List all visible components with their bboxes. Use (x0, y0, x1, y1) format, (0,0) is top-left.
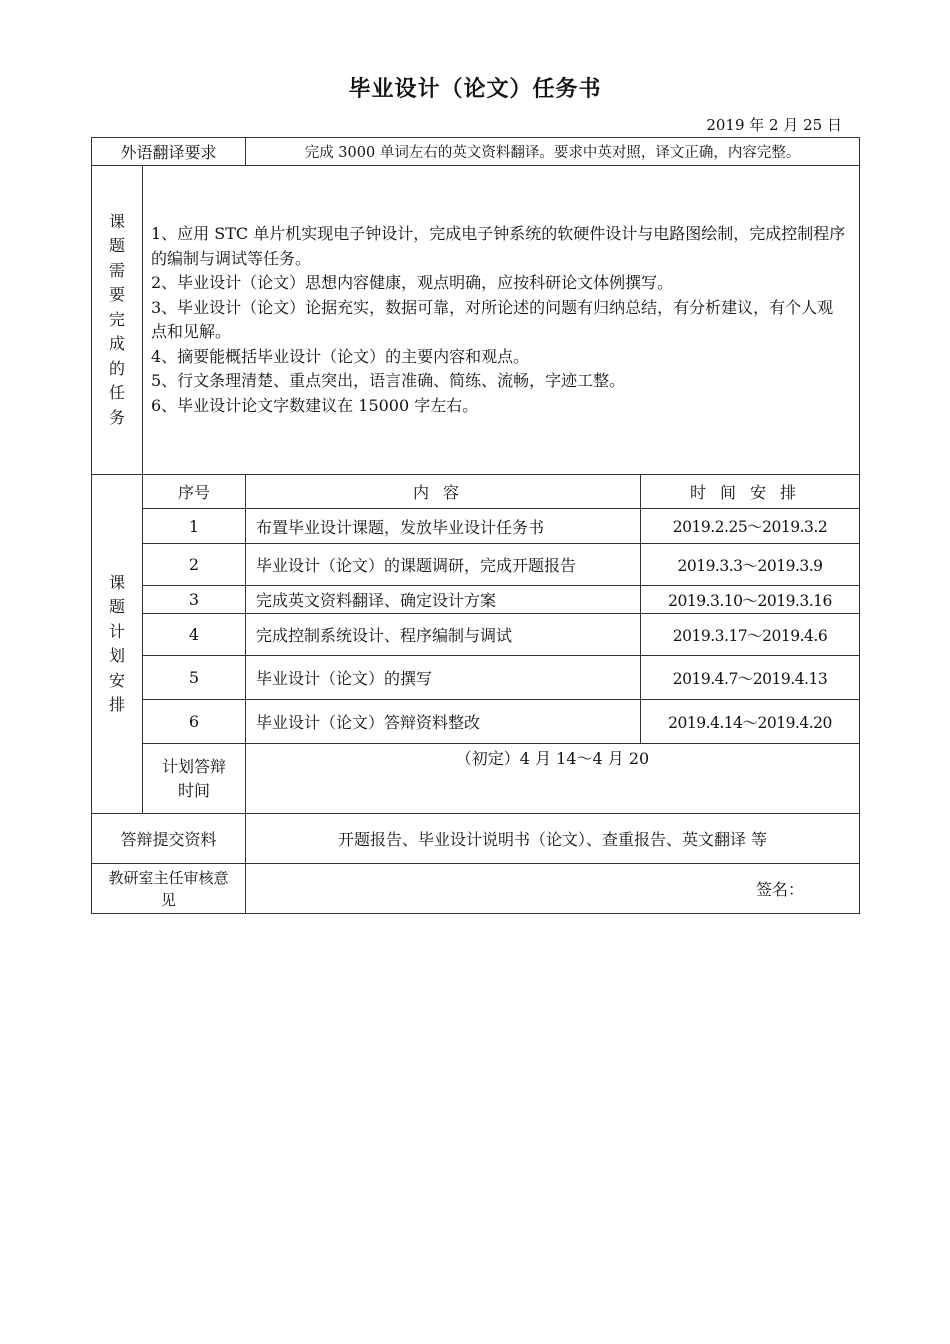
task-item: 4、摘要能概括毕业设计（论文）的主要内容和观点。 (151, 346, 530, 366)
tasks-label-char: 完 (108, 309, 125, 329)
task-item: 2、毕业设计（论文）思想内容健康，观点明确，应按科研论文体例撰写。 (151, 273, 674, 292)
review-label-line: 见 (161, 890, 177, 909)
plan-label-char: 题 (108, 597, 125, 616)
defense-time: （初定）4 月 14～4 月 20 (246, 744, 860, 814)
plan-header-time: 时间安排 (641, 475, 860, 509)
plan-header-no: 序号 (143, 475, 246, 509)
plan-row-content: 毕业设计（论文）的撰写 (246, 656, 641, 700)
plan-row-content: 布置毕业设计课题，发放毕业设计任务书 (246, 509, 641, 544)
tasks-label-char: 需 (108, 260, 125, 280)
submission-text: 开题报告、毕业设计说明书（论文）、查重报告、英文翻译 等 (246, 814, 860, 864)
review-label-line: 教研室主任审核意 (108, 868, 229, 887)
submission-row (92, 814, 860, 864)
document-title: 毕业设计（论文）任务书 (348, 76, 602, 102)
document-date: 2019 年 2 月 25 日 (706, 116, 842, 134)
defense-label-line: 计划答辩 (162, 756, 227, 776)
task-item: 6、毕业设计论文字数建议在 15000 字左右。 (151, 395, 479, 415)
plan-row-time: 2019.4.14～2019.4.20 (641, 700, 860, 744)
defense-row (92, 744, 860, 814)
plan-row-content: 完成控制系统设计、程序编制与调试 (246, 614, 641, 656)
review-label (92, 864, 246, 914)
plan-row-time: 2019.3.10～2019.3.16 (641, 586, 860, 614)
plan-row (92, 700, 860, 744)
tasks-row (92, 166, 860, 475)
plan-row-no: 3 (143, 586, 246, 614)
translation-text: 完成 3000 单词左右的英文资料翻译。要求中英对照，译文正确，内容完整。 (246, 138, 860, 166)
review-sign: 签名： (246, 864, 860, 914)
tasks-label-char: 任 (108, 383, 125, 403)
task-table (91, 137, 860, 914)
plan-label-char: 计 (108, 621, 125, 641)
task-item: 5、行文条理清楚、重点突出，语言准确、简练、流畅，字迹工整。 (151, 371, 626, 390)
plan-row-content: 毕业设计（论文）答辩资料整改 (246, 700, 641, 744)
plan-row-no: 4 (143, 614, 246, 656)
review-row (92, 864, 860, 914)
tasks-content (143, 166, 860, 475)
tasks-label-char: 的 (108, 358, 125, 378)
plan-label-char: 安 (108, 670, 125, 690)
tasks-label-char: 要 (108, 285, 125, 305)
plan-row (92, 586, 860, 614)
plan-header-row (92, 475, 860, 509)
plan-row-content: 完成英文资料翻译、确定设计方案 (246, 586, 641, 614)
plan-label (92, 475, 143, 814)
plan-row (92, 509, 860, 544)
plan-row-time: 2019.3.17～2019.4.6 (641, 614, 860, 656)
task-item: 1、应用 STC 单片机实现电子钟设计，完成电子钟系统的软硬件设计与电路图绘制，完成控制程序的编制与调试等任务。 (151, 224, 846, 268)
plan-row-time: 2019.2.25～2019.3.2 (641, 509, 860, 544)
plan-row-no: 5 (143, 656, 246, 700)
plan-label-char: 划 (108, 646, 125, 665)
task-item: 3、毕业设计（论文）论据充实，数据可靠，对所论述的问题有归纳总结，有分析建议，有个人观点和见解。 (151, 297, 834, 341)
plan-row-no: 2 (143, 544, 246, 586)
tasks-label-char: 成 (108, 334, 125, 354)
plan-label-char: 排 (108, 695, 125, 714)
tasks-label-char: 题 (108, 236, 125, 256)
plan-row-content: 毕业设计（论文）的课题调研，完成开题报告 (246, 544, 641, 586)
plan-row-no: 6 (143, 700, 246, 744)
tasks-label (92, 166, 143, 475)
submission-label: 答辩提交资料 (92, 814, 246, 864)
plan-row-no: 1 (143, 509, 246, 544)
plan-row-time: 2019.3.3～2019.3.9 (641, 544, 860, 586)
plan-row (92, 614, 860, 656)
translation-label: 外语翻译要求 (92, 138, 246, 166)
plan-label-char: 课 (108, 572, 125, 592)
tasks-label-char: 课 (108, 211, 125, 231)
translation-row (92, 138, 860, 166)
plan-row (92, 544, 860, 586)
plan-row (92, 656, 860, 700)
defense-label (143, 744, 246, 814)
tasks-label-char: 务 (108, 407, 125, 427)
plan-row-time: 2019.4.7～2019.4.13 (641, 656, 860, 700)
plan-header-content: 内容 (246, 475, 641, 509)
defense-label-line: 时间 (178, 780, 211, 800)
